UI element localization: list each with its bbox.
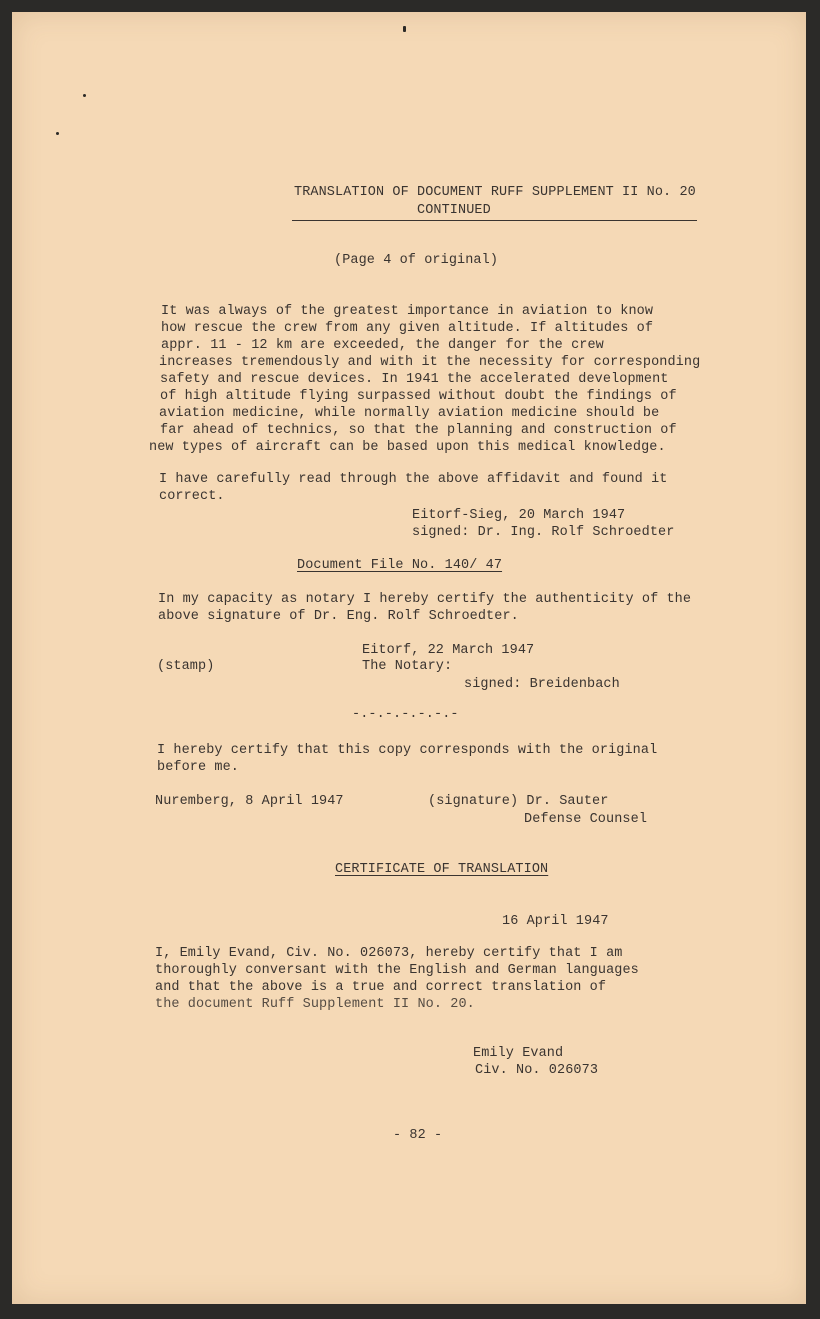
affidavit-place-date: Eitorf-Sieg, 20 March 1947	[412, 508, 626, 523]
affidavit-line: I have carefully read through the above affidavit and found it	[159, 472, 668, 487]
paragraph-line: appr. 11 - 12 km are exceeded, the danger for the crew	[161, 338, 604, 353]
counsel-signature: (signature) Dr. Sauter	[428, 794, 609, 809]
affidavit-line: correct.	[159, 489, 225, 504]
document-subtitle: CONTINUED	[417, 203, 491, 218]
ink-speck	[83, 94, 86, 97]
paragraph-line: aviation medicine, while normally aviation medicine should be	[159, 406, 660, 421]
document-file-number: Document File No. 140/ 47	[297, 558, 503, 573]
translator-civ-number: Civ. No. 026073	[475, 1063, 599, 1078]
section-separator: -.-.-.-.-.-.-	[352, 707, 459, 722]
counsel-role: Defense Counsel	[524, 812, 648, 827]
page-reference: (Page 4 of original)	[334, 253, 499, 268]
copy-place-date: Nuremberg, 8 April 1947	[155, 794, 344, 809]
translation-certificate-heading: CERTIFICATE OF TRANSLATION	[335, 862, 549, 877]
notary-place-date: Eitorf, 22 March 1947	[362, 643, 535, 658]
translator-name: Emily Evand	[473, 1046, 564, 1061]
paragraph-line: new types of aircraft can be based upon this medical knowledge.	[149, 440, 666, 455]
notary-line: above signature of Dr. Eng. Rolf Schroedter.	[158, 609, 519, 624]
document-title: TRANSLATION OF DOCUMENT RUFF SUPPLEMENT II No. 20	[294, 185, 696, 200]
translation-line: the document Ruff Supplement II No. 20.	[155, 997, 475, 1012]
paragraph-line: of high altitude flying surpassed without doubt the findings of	[160, 389, 677, 404]
notary-title: The Notary:	[362, 659, 453, 674]
copy-line: I hereby certify that this copy corresponds with the original	[157, 743, 658, 758]
notary-signature: signed: Breidenbach	[464, 677, 620, 692]
stamp-label: (stamp)	[157, 659, 215, 674]
document-page	[12, 12, 806, 1304]
paragraph-line: safety and rescue devices. In 1941 the accelerated development	[160, 372, 669, 387]
paragraph-line: It was always of the greatest importance in aviation to know	[161, 304, 654, 319]
translation-line: and that the above is a true and correct translation of	[155, 980, 607, 995]
ink-speck	[403, 26, 406, 32]
ink-speck	[56, 132, 59, 135]
notary-line: In my capacity as notary I hereby certify the authenticity of the	[158, 592, 692, 607]
translation-line: thoroughly conversant with the English and German languages	[155, 963, 639, 978]
paragraph-line: increases tremendously and with it the necessity for corresponding	[159, 355, 701, 370]
copy-line: before me.	[157, 760, 240, 775]
title-underline	[292, 220, 697, 221]
translation-line: I, Emily Evand, Civ. No. 026073, hereby certify that I am	[155, 946, 623, 961]
paragraph-line: far ahead of technics, so that the planning and construction of	[160, 423, 677, 438]
paragraph-line: how rescue the crew from any given altitude. If altitudes of	[161, 321, 654, 336]
affidavit-signature: signed: Dr. Ing. Rolf Schroedter	[412, 525, 675, 540]
certificate-date: 16 April 1947	[502, 914, 609, 929]
page-number: - 82 -	[393, 1128, 443, 1143]
